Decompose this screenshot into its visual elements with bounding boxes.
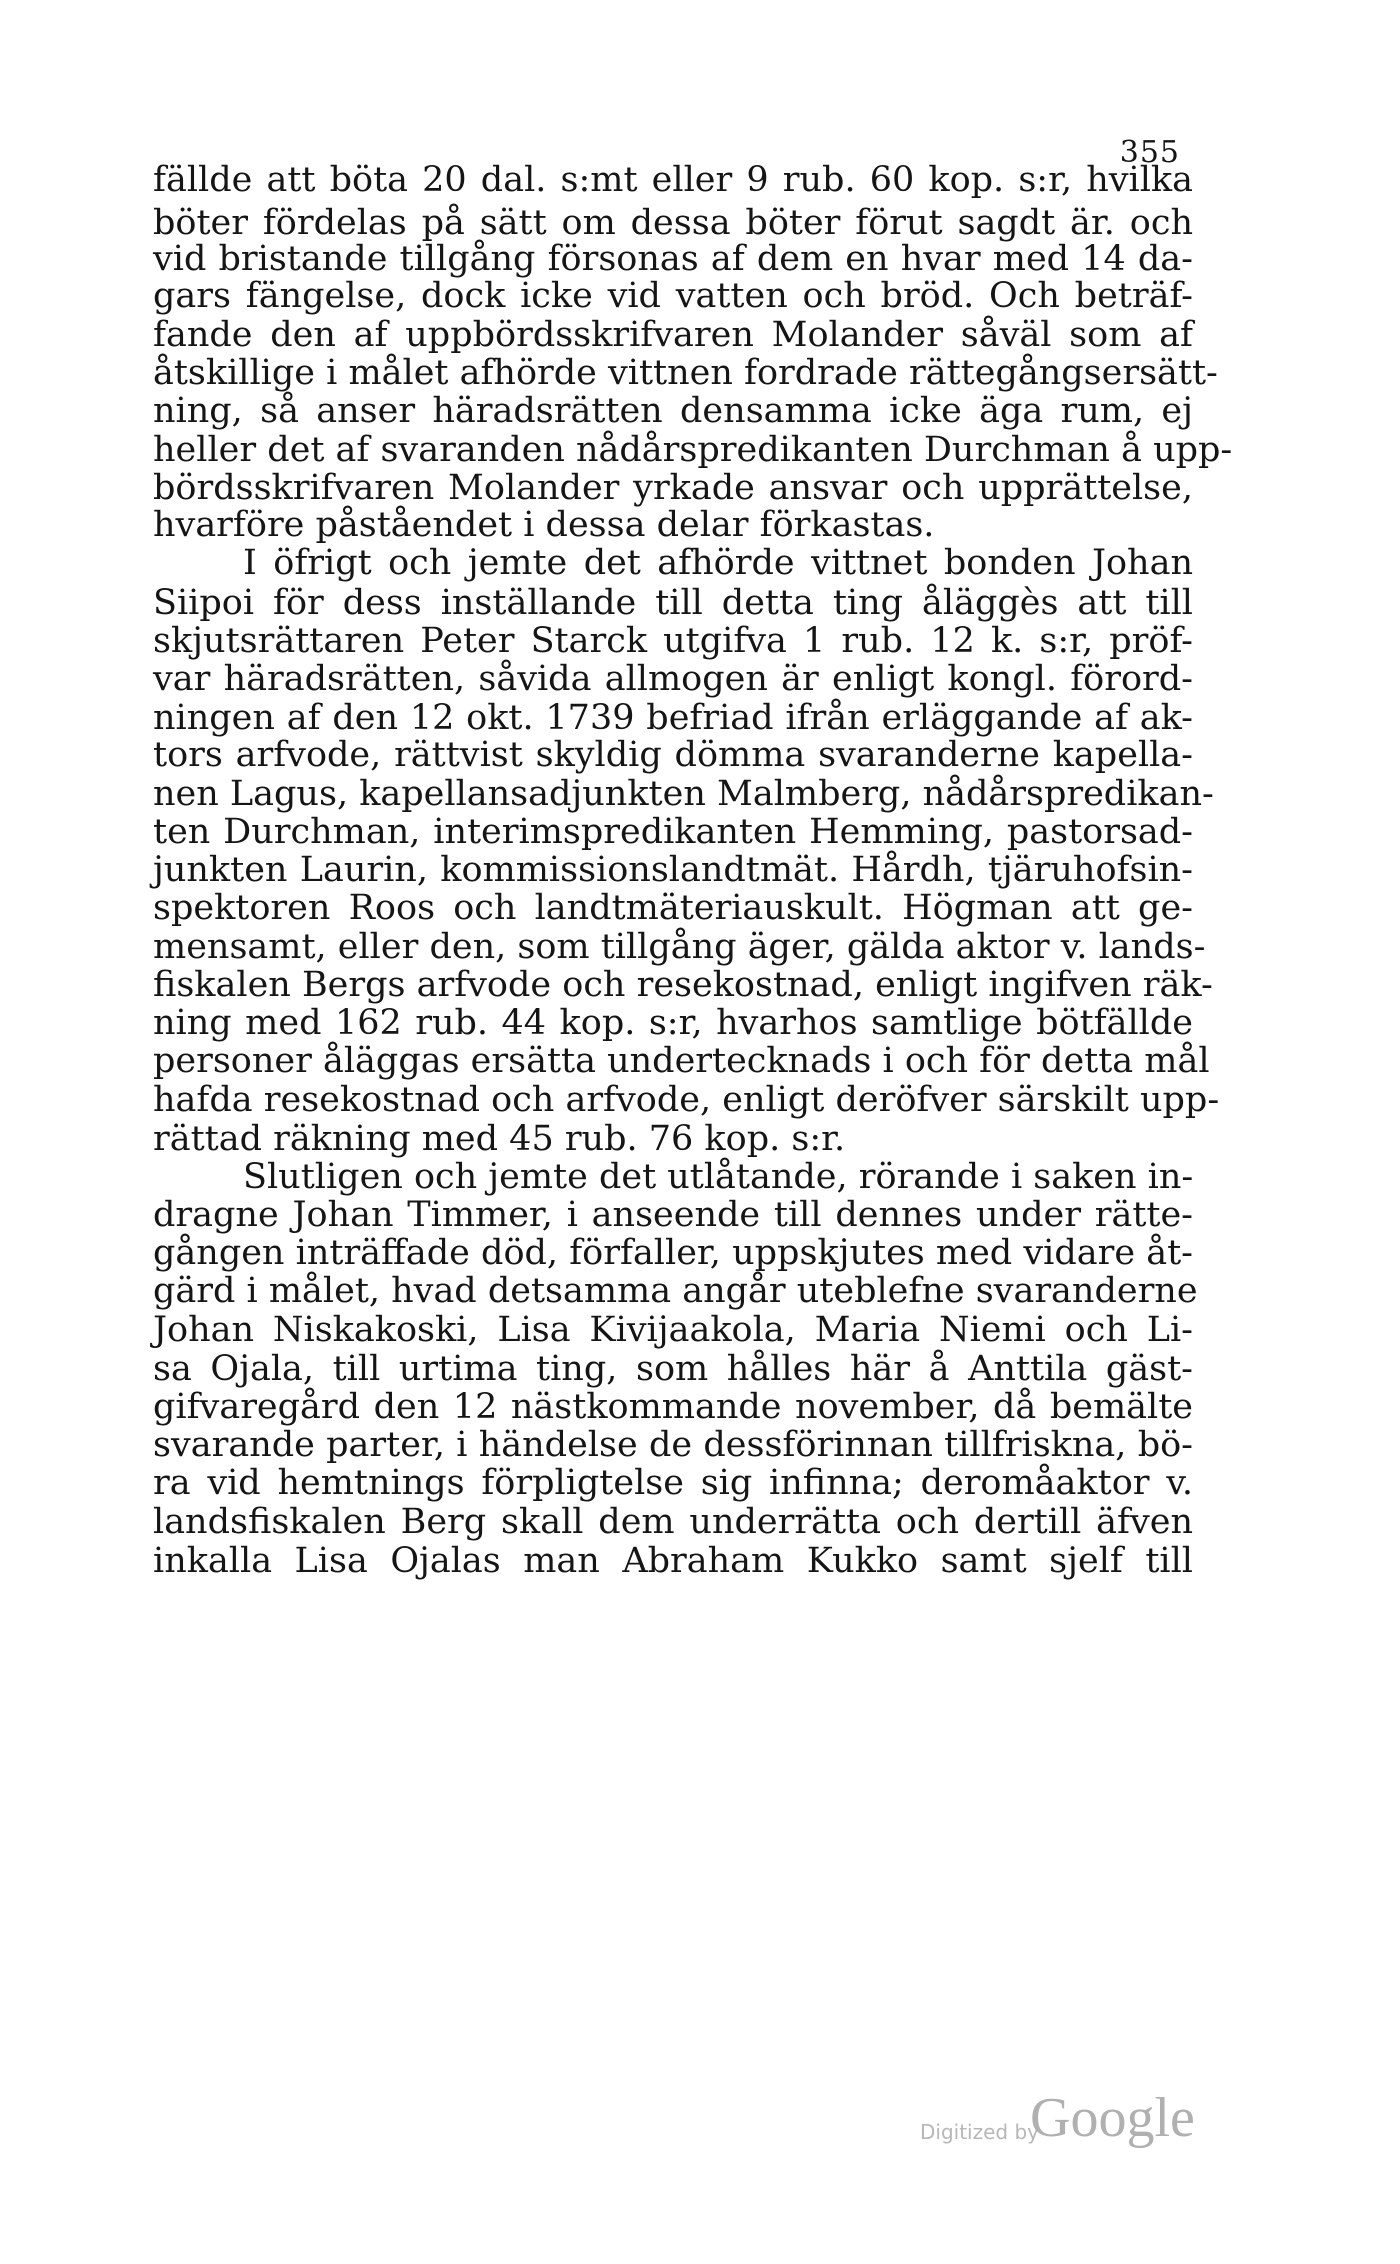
text-line: fällde att böta 20 dal. s:mt eller 9 rub. 60 kop. s:r, hvilka <box>153 160 1193 200</box>
text-line: Johan Niskakoski, Lisa Kivijaakola, Maria Niemi och Li- <box>153 1310 1193 1350</box>
text-line: junkten Laurin, kommissionslandtmät. Hårdh, tjäruhofsin- <box>153 850 1193 890</box>
text-line: hafda resekostnad och arfvode, enligt deröfver särskilt upp- <box>153 1080 1220 1120</box>
text-line: personer åläggas ersätta undertecknads i och för detta mål <box>153 1041 1210 1081</box>
text-line: svarande parter, i händelse de dessförinnan tillfriskna, bö- <box>153 1425 1193 1465</box>
text-line: ten Durchman, interimspredikanten Hemming, pastorsad- <box>153 812 1193 852</box>
page-number: 355 <box>1119 135 1180 170</box>
text-line: dragne Johan Timmer, i anseende till dennes under rätte- <box>153 1195 1193 1235</box>
text-line: ning, så anser häradsrätten densamma icke äga rum, ej <box>153 391 1193 431</box>
text-line: ra vid hemtnings förpligtelse sig infinna; deromåaktor v. <box>153 1463 1193 1503</box>
text-line: ning med 162 rub. 44 kop. s:r, hvarhos samtlige bötfällde <box>153 1003 1193 1043</box>
text-line: hvarföre påståendet i dessa delar förkastas. <box>153 505 935 545</box>
text-line: Slutligen och jemte det utlåtande, rörande i saken in- <box>243 1157 1194 1197</box>
text-line: böter fördelas på sätt om dessa böter förut sagdt är. och <box>153 203 1193 243</box>
text-line: Siipoi för dess inställande till detta ting åläggès att till <box>153 583 1193 623</box>
text-line: rättad räkning med 45 rub. 76 kop. s:r. <box>153 1119 846 1159</box>
text-line: skjutsrättaren Peter Starck utgifva 1 rub. 12 k. s:r, pröf- <box>153 621 1193 661</box>
text-line: inkalla Lisa Ojalas man Abraham Kukko samt sjelf till <box>153 1541 1193 1581</box>
text-line: var häradsrätten, såvida allmogen är enligt kongl. förord- <box>153 659 1193 699</box>
text-line: gifvaregård den 12 nästkommande november, då bemälte <box>153 1387 1193 1427</box>
watermark-prefix: Digitized by <box>920 2120 1039 2144</box>
text-line: åtskillige i målet afhörde vittnen fordrade rättegångsersätt- <box>153 353 1218 393</box>
text-line: gars fängelse, dock icke vid vatten och bröd. Och beträf- <box>153 276 1193 316</box>
text-line: tors arfvode, rättvist skyldig dömma svaranderne kapella- <box>153 735 1193 775</box>
text-line: spektoren Roos och landtmäteriauskult. Högman att ge- <box>153 888 1193 928</box>
text-line: gärd i målet, hvad detsamma angår uteblefne svaranderne <box>153 1271 1198 1311</box>
text-line: nen Lagus, kapellansadjunkten Malmberg, nådårspredikan- <box>153 774 1214 814</box>
text-line: bördsskrifvaren Molander yrkade ansvar och upprättelse, <box>153 468 1193 508</box>
text-line: heller det af svaranden nådårspredikanten Durchman å upp- <box>153 430 1233 470</box>
digitized-watermark <box>920 2087 1200 2160</box>
text-line: fande den af uppbördsskrifvaren Molander såväl som af <box>153 315 1193 355</box>
text-line: vid bristande tillgång försonas af dem en hvar med 14 da- <box>153 239 1193 279</box>
text-line: mensamt, eller den, som tillgång äger, gälda aktor v. lands- <box>153 927 1206 967</box>
text-line: I öfrigt och jemte det afhörde vittnet bonden Johan <box>243 543 1193 583</box>
text-line: gången inträffade död, förfaller, uppskjutes med vidare åt- <box>153 1233 1193 1273</box>
google-logo: Google <box>1030 2087 1195 2149</box>
text-line: ningen af den 12 okt. 1739 befriad ifrån erläggande af ak- <box>153 698 1193 738</box>
text-line: landsfiskalen Berg skall dem underrätta och dertill äfven <box>153 1502 1193 1542</box>
text-line: fiskalen Bergs arfvode och resekostnad, enligt ingifven räk- <box>153 965 1213 1005</box>
text-line: sa Ojala, till urtima ting, som hålles här å Anttila gäst- <box>153 1349 1193 1389</box>
